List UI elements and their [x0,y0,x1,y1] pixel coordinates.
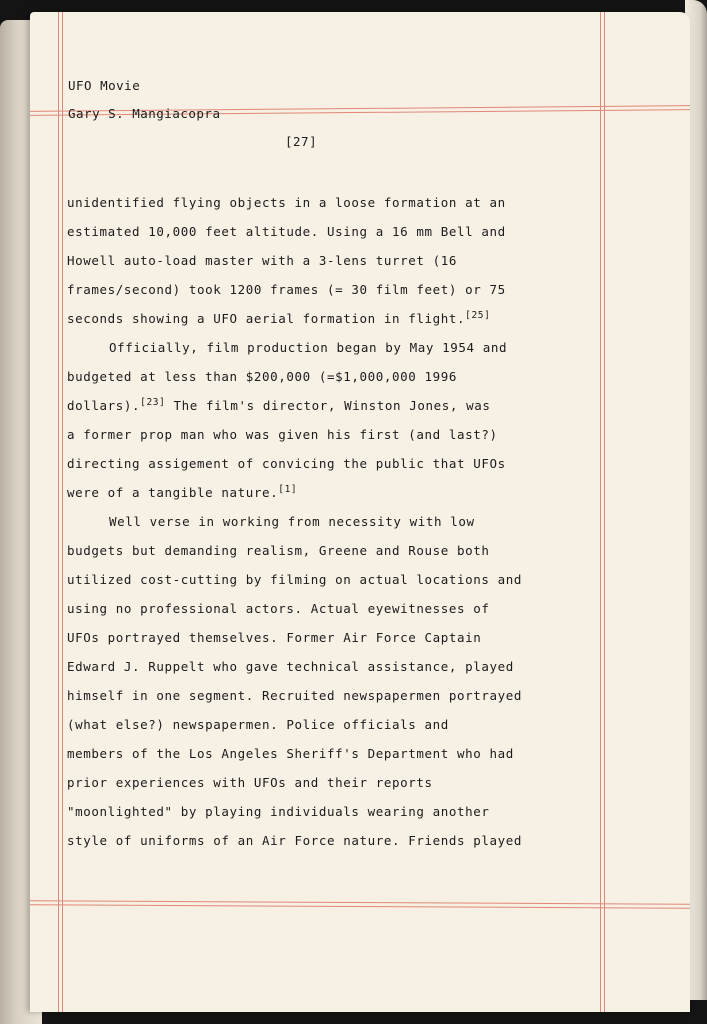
paragraph-start: Officially, film production began by May 1954 and [109,340,508,355]
document-title: UFO Movie [68,78,141,93]
text-line: a former prop man who was given his first (and last?) [67,427,498,442]
text-line: prior experiences with UFOs and their reports [67,775,433,790]
text-segment: seconds showing a UFO aerial formation in flight. [67,311,466,326]
text-line: budgets but demanding realism, Greene and Rouse both [67,543,490,558]
text-line: himself in one segment. Recruited newspapermen portrayed [67,688,523,703]
footnote-ref: [25] [465,310,491,321]
text-line [67,478,607,507]
text-line: Edward J. Ruppelt who gave technical assistance, played [67,659,514,674]
text-line: (what else?) newspapermen. Police officials and [67,717,449,732]
footnote-ref: [23] [140,397,166,408]
footnote-ref: [1] [278,484,298,495]
author-name: Gary S. Mangiacopra [68,106,221,121]
left-margin-rule [58,12,63,1012]
bottom-margin-rule [30,900,690,908]
text-line: estimated 10,000 feet altitude. Using a 16 mm Bell and [67,224,506,239]
paragraph-start: Well verse in working from necessity with low [109,514,475,529]
typewritten-page [30,12,690,1012]
text-line: UFOs portrayed themselves. Former Air Force Captain [67,630,482,645]
text-line: unidentified flying objects in a loose formation at an [67,195,506,210]
text-segment: dollars). [67,398,141,413]
page-number: [27] [285,134,318,149]
text-line: members of the Los Angeles Sheriff's Department who had [67,746,514,761]
text-segment: The film's director, Winston Jones, was [165,398,491,413]
text-line: budgeted at less than $200,000 (=$1,000,000 1996 [67,369,458,384]
text-line [67,304,607,333]
text-line: style of uniforms of an Air Force nature. Friends played [67,833,523,848]
text-line [67,391,607,420]
text-line: frames/second) took 1200 frames (= 30 film feet) or 75 [67,282,506,297]
text-line: utilized cost-cutting by filming on actual locations and [67,572,523,587]
text-line: Howell auto-load master with a 3-lens turret (16 [67,253,458,268]
text-line: using no professional actors. Actual eyewitnesses of [67,601,490,616]
text-line: directing assigement of convicing the public that UFOs [67,456,506,471]
text-segment: were of a tangible nature. [67,485,279,500]
text-line: "moonlighted" by playing individuals wearing another [67,804,490,819]
body-text [67,188,607,855]
